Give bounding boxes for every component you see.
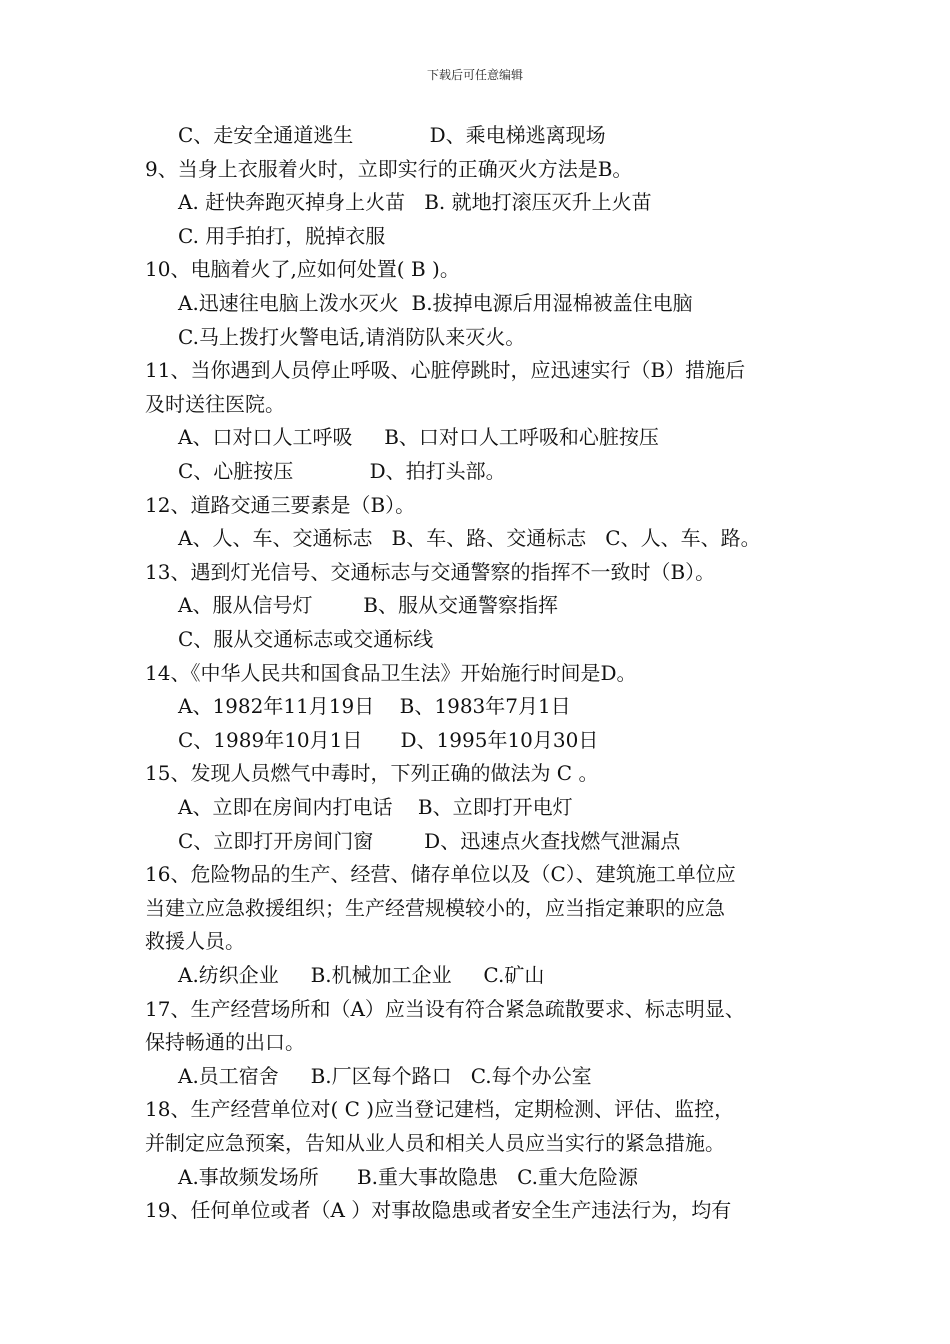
answer-option-line: A.纺织企业 B.机械加工企业 C.矿山 (178, 963, 545, 987)
answer-option-line: A、服从信号灯 B、服从交通警察指挥 (178, 593, 558, 618)
answer-option-line: C、立即打开房间门窗 D、迅速点火查找燃气泄漏点 (178, 828, 681, 853)
answer-option-line: C、服从交通标志或交通标线 (178, 627, 434, 651)
answer-option-line: C.马上拨打火警电话,请消防队来灭火。 (178, 324, 526, 349)
question-line: 19、任何单位或者（A ）对事故隐患或者安全生产违法行为，均有 (145, 1198, 732, 1223)
question-line: 16、危险物品的生产、经营、储存单位以及（C）、建筑施工单位应 (145, 862, 736, 887)
answer-option-line: A、人、车、交通标志 B、车、路、交通标志 C、人、车、路。 (178, 526, 761, 551)
question-line: 及时送往医院。 (145, 391, 285, 416)
answer-option-line: A、1982年11月19日 B、1983年7月1日 (178, 694, 571, 719)
answer-option-line: A、立即在房间内打电话 B、立即打开电灯 (178, 795, 573, 819)
answer-option-line: C、1989年10月1日 D、1995年10月30日 (178, 727, 599, 752)
page-header: 下载后可任意编辑 (426, 68, 523, 82)
question-line: 当建立应急救援组织；生产经营规模较小的，应当指定兼职的应急 (145, 895, 725, 920)
answer-option-line: C. 用手拍打，脱掉衣服 (178, 223, 386, 248)
question-line: 12、道路交通三要素是（B）。 (145, 492, 416, 517)
answer-option-line: A、口对口人工呼吸 B、口对口人工呼吸和心脏按压 (178, 425, 659, 450)
answer-option-line: C、心脏按压 D、拍打头部。 (178, 459, 506, 483)
question-line: 18、生产经营单位对( C )应当登记建档，定期检测、评估、监控， (145, 1097, 735, 1122)
answer-option-line: C、走安全通道逃生 D、乘电梯逃离现场 (178, 123, 606, 147)
answer-option-line: A.迅速往电脑上泼水灭火 B.拔掉电源后用湿棉被盖住电脑 (178, 291, 693, 315)
question-line: 13、遇到灯光信号、交通标志与交通警察的指挥不一致时（B）。 (145, 559, 716, 584)
question-line: 14、《中华人民共和国食品卫生法》开始施行时间是D。 (145, 660, 637, 685)
answer-option-line: A.员工宿舍 B.厂区每个路口 C.每个办公室 (178, 1063, 592, 1088)
question-line: 15、发现人员燃气中毒时，下列正确的做法为 C 。 (145, 761, 599, 786)
question-line: 救援人员。 (145, 929, 245, 954)
question-line: 10、电脑着火了,应如何处置( B )。 (145, 257, 460, 282)
question-line: 17、生产经营场所和（A）应当设有符合紧急疏散要求、标志明显、 (145, 996, 745, 1021)
question-line: 11、当你遇到人员停止呼吸、心脏停跳时，应迅速实行（B）措施后 (145, 358, 746, 383)
answer-option-line: A. 赶快奔跑灭掉身上火苗 B. 就地打滚压灭升上火苗 (178, 190, 652, 215)
question-line: 并制定应急预案，告知从业人员和相关人员应当实行的紧急措施。 (145, 1131, 725, 1155)
answer-option-line: A.事故频发场所 B.重大事故隐患 C.重大危险源 (178, 1164, 639, 1189)
question-line: 9、当身上衣服着火时，立即实行的正确灭火方法是B。 (145, 156, 633, 181)
question-line: 保持畅通的出口。 (145, 1030, 305, 1055)
